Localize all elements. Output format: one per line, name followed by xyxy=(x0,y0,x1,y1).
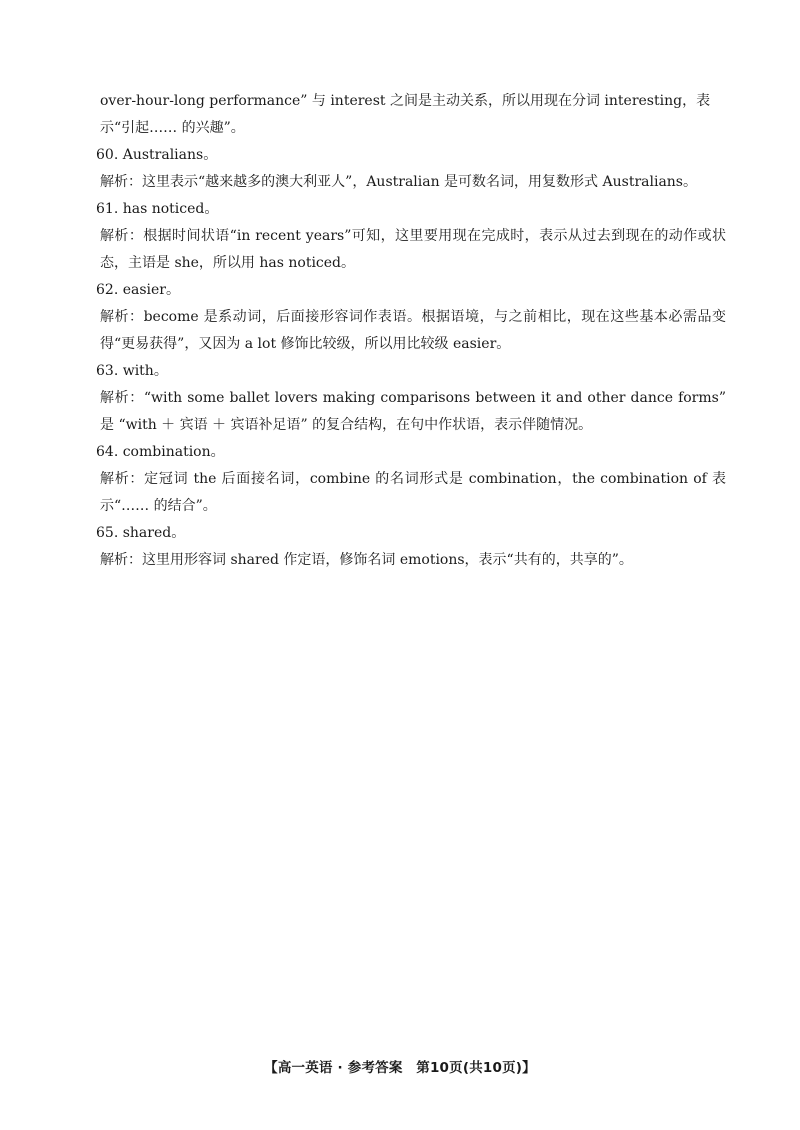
answer-number: 60. Australians。 xyxy=(96,147,218,163)
answer-number: 65. shared。 xyxy=(96,525,186,541)
continued-line-1: over-hour-long performance” 与 interest 之间是主动关系，所以用现在分词 interesting，表 xyxy=(100,93,711,109)
page-footer: 【高一英语 · 参考答案 第10页(共10页)】 xyxy=(264,1060,536,1076)
answer-number: 62. easier。 xyxy=(96,282,180,298)
answer-explanation: 解析：become 是系动词，后面接形容词作表语。根据语境，与之前相比，现在这些基本必需品变得“更易获得”，又因为 a lot 修饰比较级，所以用比较级 easier。 xyxy=(100,309,726,352)
answer-number: 64. combination。 xyxy=(96,444,225,460)
answer-number: 61. has noticed。 xyxy=(96,201,219,217)
answer-explanation: 解析：这里用形容词 shared 作定语，修饰名词 emotions，表示“共有的，共享的”。 xyxy=(100,552,633,568)
answer-item-64 xyxy=(96,439,726,520)
answer-explanation: 解析：“with some ballet lovers making comparisons between it and other dance forms” 是 “with ＋ 宾语 ＋ 宾语补足语” 的复合结构，在句中作状语，表示伴随情况。 xyxy=(100,390,726,433)
answer-item-62 xyxy=(96,277,726,358)
answer-explanation: 解析：这里表示“越来越多的澳大利亚人”，Australian 是可数名词，用复数形式 Australians。 xyxy=(100,174,697,190)
answer-item-63 xyxy=(96,358,726,439)
answer-item-60 xyxy=(96,142,726,196)
answer-item-61 xyxy=(96,196,726,277)
answer-number: 63. with。 xyxy=(96,363,168,379)
answer-explanation: 解析：根据时间状语“in recent years”可知，这里要用现在完成时，表示从过去到现在的动作或状态，主语是 she，所以用 has noticed。 xyxy=(100,228,726,271)
answer-item-65 xyxy=(96,520,726,574)
continued-explanation xyxy=(100,88,726,142)
continued-line-2: 示“引起…… 的兴趣”。 xyxy=(100,120,245,136)
answer-content xyxy=(96,88,726,574)
answer-explanation: 解析：定冠词 the 后面接名词，combine 的名词形式是 combination，the combination of 表示“…… 的结合”。 xyxy=(100,471,726,514)
